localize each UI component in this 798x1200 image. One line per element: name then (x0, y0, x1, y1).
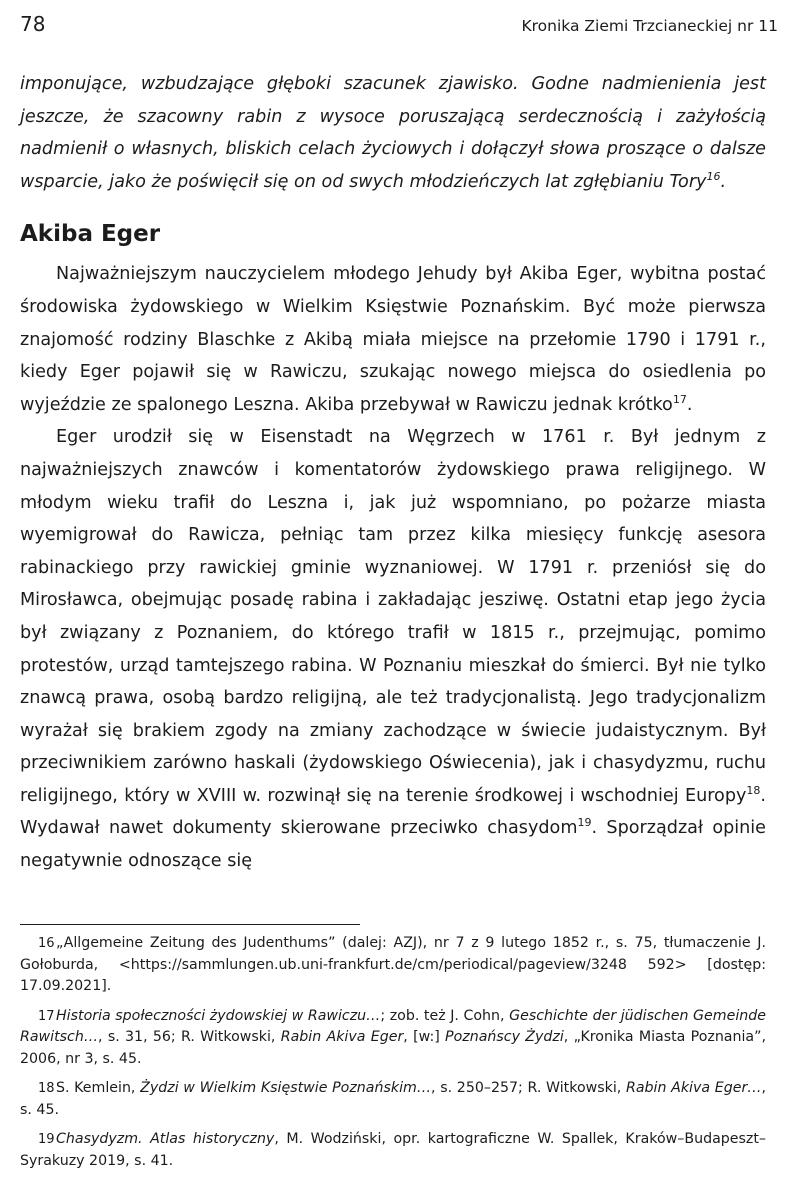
paragraph-1 (20, 258, 766, 421)
footnote-number: 18 (38, 1081, 55, 1096)
footnote-ref-17[interactable]: 17 (672, 392, 687, 406)
footnote-title: Rabin Akiva Eger… (625, 1080, 762, 1096)
footnote-title: Chasydyzm. Atlas historyczny (56, 1131, 275, 1147)
footnote-text: ; zob. też J. Cohn, (380, 1007, 510, 1024)
paragraph-1-text: Najważniejszym nauczycielem młodego Jehudy był Akiba Eger, wybitna postać środowiska żydowskiego w Wielkim Księstwie Poznańskim. Być może pierwsza znajomość rodziny Blaschke z Akibą miała miejsce na przełomie 1790 i 1791 r., kiedy Eger pojawił się w Rawiczu, szukając nowego miejsca do osiedlenia po wyjeździe ze spalonego Leszna. Akiba przebywał w Rawiczu jednak krótko (20, 264, 766, 415)
intro-end: . (720, 171, 727, 192)
footnote-title: Rabin Akiva Eger (280, 1029, 404, 1045)
paragraph-2 (20, 421, 766, 877)
footnote-title: Żydzi w Wielkim Księstwie Poznańskim… (140, 1080, 432, 1096)
paragraph-2-text-a: Eger urodził się w Eisenstadt na Węgrzech w 1761 r. Był jednym z najważniejszych znawców i komentatorów żydowskiego prawa religijnego. W młodym wieku trafił do Leszna i, jak już wspomniano, po pożarze miasta wyemigrował do Rawicza, pełniąc tam przez kilka miesięcy funkcję asesora rabinackiego przy rawickiej gminie wyznaniowej. W 1791 r. przeniósł się do Mirosławca, obejmując posadę rabina i zakładając jesziwę. Ostatni etap jego życia był związany z Poznaniem, do którego trafił w 1815 r., przejmując, pomimo protestów, urząd tamtejszego rabina. W Poznaniu mieszkał do śmierci. Był nie tylko znawcą prawa, osobą bardzo religijną, ale też tradycjonalistą. Jego tradycjonalizm wyrażał się brakiem zgody na zmiany zachodzące w świecie judaistycznym. Był przeciwnikiem zarówno haskali (żydowskiego Oświecenia), jak i chasydyzmu, ruchu religijnego, który w XVIII w. rozwinął się na terenie środkowej i wschodniej Europy (20, 427, 766, 806)
section-heading: Akiba Eger (20, 221, 161, 248)
footnote-title: Historia społeczności żydowskiej w Rawiczu… (56, 1007, 381, 1024)
paragraph-1-end: . (686, 394, 693, 415)
footnote-title: Geschichte der jüdischen Gemeinde Rawitsch… (20, 1007, 766, 1045)
paragraph-2-text-b: . Wydawał nawet dokumenty skierowane przeciwko chasydom (20, 785, 766, 839)
footnote-text: , „Kronika Miasta Poznania”, 2006, nr 3, s. 45. (20, 1029, 766, 1067)
footnotes (20, 933, 766, 1180)
footnote-number: 19 (38, 1132, 55, 1147)
footnote-text: S. Kemlein, (56, 1080, 141, 1096)
main-text (20, 68, 766, 878)
footnote-number: 16 (38, 936, 55, 951)
footnote-text: , [w:] (403, 1029, 446, 1045)
footnote-text: , s. 45. (20, 1080, 766, 1118)
intro-text: imponujące, wzbudzające głęboki szacunek zjawisko. Godne nadmienienia jest jeszcze, że szacowny rabin z wysoce poruszającą serdecznością i zażyłością nadmienił o własnych, bliskich celach życiowych i dołączył słowa proszące o dalsze wsparcie, jako że poświęcił się on od swych młodzieńczych lat zgłębianiu Tory (20, 74, 766, 192)
footnote-title: Poznańscy Żydzi (445, 1029, 564, 1045)
footnote-text: , M. Wodziński, opr. kartograficzne W. Spallek, Kraków–Budapeszt–Syrakuzy 2019, s. 41. (20, 1131, 767, 1169)
footnote-18 (20, 1078, 766, 1121)
page-header (20, 12, 778, 40)
footnote-text: , s. 250–257; R. Witkowski, (431, 1080, 626, 1096)
footnote-separator (20, 924, 360, 925)
footnote-number: 17 (38, 1008, 55, 1024)
footnote-19 (20, 1129, 766, 1172)
footnote-ref-18[interactable]: 18 (746, 783, 761, 797)
footnote-ref-16[interactable]: 16 (706, 169, 721, 183)
footnote-ref-19[interactable]: 19 (577, 816, 592, 830)
footnote-17 (20, 1006, 766, 1071)
footnote-text: , s. 31, 56; R. Witkowski, (98, 1029, 281, 1045)
paragraph-2-text-c: . Sporządzał opinie negatywnie odnoszące się (20, 818, 767, 872)
running-title: Kronika Ziemi Trzcianeckiej nr 11 (521, 17, 778, 35)
page-number: 78 (20, 12, 46, 36)
intro-paragraph (20, 68, 766, 198)
footnote-text: „Allgemeine Zeitung des Judenthums” (dalej: AZJ), nr 7 z 9 lutego 1852 r., s. 75, tłumaczenie J. Gołoburda, <https://sammlungen.ub.uni-frankfurt.de/cm/periodical/pageview/3248 592> [dostęp: 17.09.2021]. (20, 935, 766, 994)
footnote-16 (20, 933, 766, 998)
